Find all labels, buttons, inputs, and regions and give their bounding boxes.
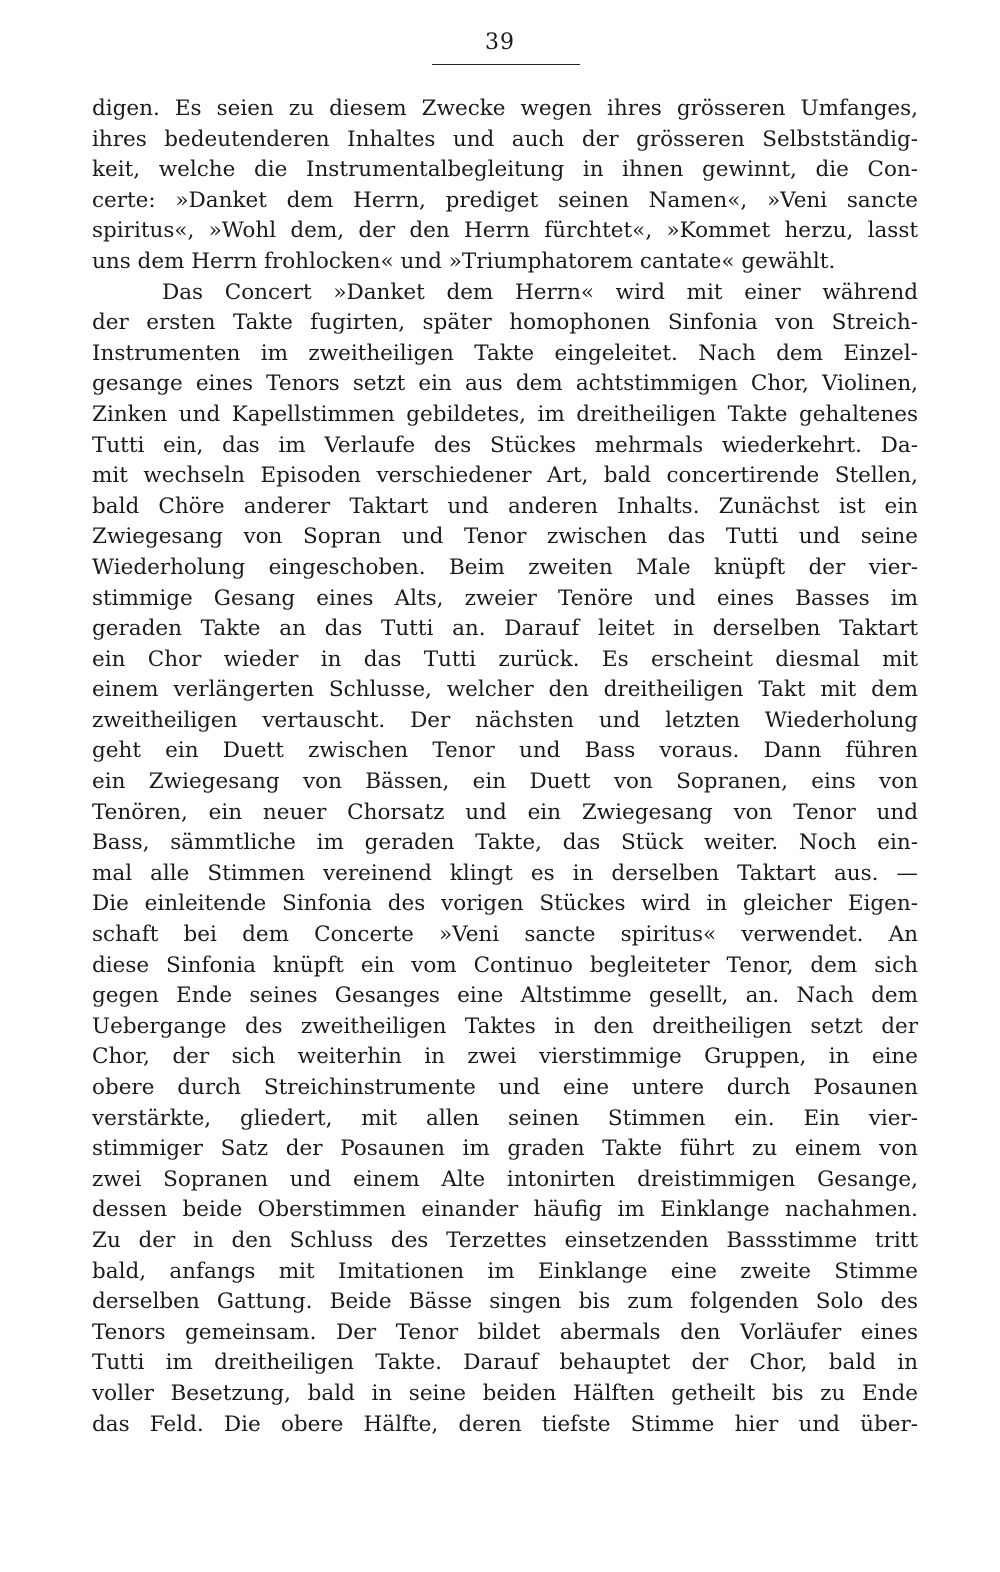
text-line: bald Chöre anderer Taktart und anderen Inhalts. Zunächst ist ein <box>92 493 918 519</box>
text-line: Tenors gemeinsam. Der Tenor bildet abermals den Vorläufer eines <box>92 1319 918 1345</box>
header-rule <box>432 64 580 65</box>
text-line: Tutti im dreitheiligen Takte. Darauf behauptet der Chor, bald in <box>92 1350 918 1376</box>
text-line: obere durch Streichinstrumente und eine untere durch Posaunen <box>92 1075 918 1100</box>
text-line: der ersten Takte fugirten, später homophonen Sinfonia von Streich- <box>92 310 918 336</box>
text-line: Chor, der sich weiterhin in zwei vierstimmige Gruppen, in eine <box>92 1044 918 1070</box>
text-line: certe: »Danket dem Herrn, prediget seinen Namen«, »Veni sancte <box>92 187 918 213</box>
text-line: spiritus«, »Wohl dem, der den Herrn fürchtet«, »Kommet herzu, lasst <box>92 218 918 244</box>
text-line: Zwiegesang von Sopran und Tenor zwischen das Tutti und seine <box>92 524 918 550</box>
text-line: stimmiger Satz der Posaunen im graden Takte führt zu einem von <box>92 1136 918 1162</box>
text-line: uns dem Herrn frohlocken« und »Triumphatorem cantate« gewählt. <box>92 248 836 274</box>
text-line: Das Concert »Danket dem Herrn« wird mit einer während <box>162 279 918 305</box>
text-line: digen. Es seien zu diesem Zwecke wegen ihres grösseren Umfanges, <box>92 96 918 121</box>
text-line: ein Zwiegesang von Bässen, ein Duett von Sopranen, eins von <box>92 769 918 795</box>
body-text <box>92 94 918 1440</box>
text-line: Uebergange des zweitheiligen Taktes in den dreitheiligen setzt der <box>92 1013 918 1039</box>
text-line: Wiederholung eingeschoben. Beim zweiten Male knüpft der vier- <box>92 554 918 580</box>
text-line: verstärkte, gliedert, mit allen seinen Stimmen ein. Ein vier- <box>92 1105 918 1131</box>
text-line: das Feld. Die obere Hälfte, deren tiefste Stimme hier und über- <box>92 1411 918 1437</box>
text-line: Instrumenten im zweitheiligen Takte eingeleitet. Nach dem Einzel- <box>92 340 918 366</box>
text-line: Zu der in den Schluss des Terzettes einsetzenden Bassstimme tritt <box>92 1227 918 1253</box>
text-line: stimmige Gesang eines Alts, zweier Tenöre und eines Basses im <box>92 585 918 611</box>
text-line: geraden Takte an das Tutti an. Darauf leitet in derselben Taktart <box>92 616 918 642</box>
text-line: dessen beide Oberstimmen einander häufig im Einklange nachahmen. <box>92 1197 918 1223</box>
text-line: derselben Gattung. Beide Bässe singen bis zum folgenden Solo des <box>92 1289 918 1315</box>
text-line: gesange eines Tenors setzt ein aus dem achtstimmigen Chor, Violinen, <box>92 371 918 397</box>
text-line: Bass, sämmtliche im geraden Takte, das Stück weiter. Noch ein- <box>92 830 918 856</box>
text-line: ihres bedeutenderen Inhaltes und auch der grösseren Selbstständig- <box>92 126 918 152</box>
text-line: ein Chor wieder in das Tutti zurück. Es erscheint diesmal mit <box>92 646 918 672</box>
text-line: keit, welche die Instrumentalbegleitung in ihnen gewinnt, die Con- <box>92 157 918 183</box>
text-line: mit wechseln Episoden verschiedener Art, bald concertirende Stellen, <box>92 463 918 489</box>
text-line: zwei Sopranen und einem Alte intonirten dreistimmigen Gesange, <box>92 1166 918 1192</box>
text-line: diese Sinfonia knüpft ein vom Continuo begleiteter Tenor, dem sich <box>92 952 918 978</box>
page-number: 39 <box>485 30 515 55</box>
text-line: Zinken und Kapellstimmen gebildetes, im dreitheiligen Takte gehaltenes <box>92 401 918 427</box>
text-line: voller Besetzung, bald in seine beiden Hälften getheilt bis zu Ende <box>92 1380 918 1406</box>
text-line: bald, anfangs mit Imitationen im Einklange eine zweite Stimme <box>92 1258 918 1284</box>
text-line: gegen Ende seines Gesanges eine Altstimme gesellt, an. Nach dem <box>92 983 918 1009</box>
text-line: mal alle Stimmen vereinend klingt es in derselben Taktart aus. — <box>92 860 918 886</box>
text-line: Tutti ein, das im Verlaufe des Stückes mehrmals wiederkehrt. Da- <box>92 432 918 458</box>
text-line: schaft bei dem Concerte »Veni sancte spiritus« verwendet. An <box>92 922 918 948</box>
text-line: geht ein Duett zwischen Tenor und Bass voraus. Dann führen <box>92 738 918 764</box>
text-line: zweitheiligen vertauscht. Der nächsten und letzten Wiederholung <box>92 707 918 733</box>
text-line: einem verlängerten Schlusse, welcher den dreitheiligen Takt mit dem <box>92 677 918 703</box>
text-line: Tenören, ein neuer Chorsatz und ein Zwiegesang von Tenor und <box>92 799 918 825</box>
text-line: Die einleitende Sinfonia des vorigen Stückes wird in gleicher Eigen- <box>92 891 918 917</box>
